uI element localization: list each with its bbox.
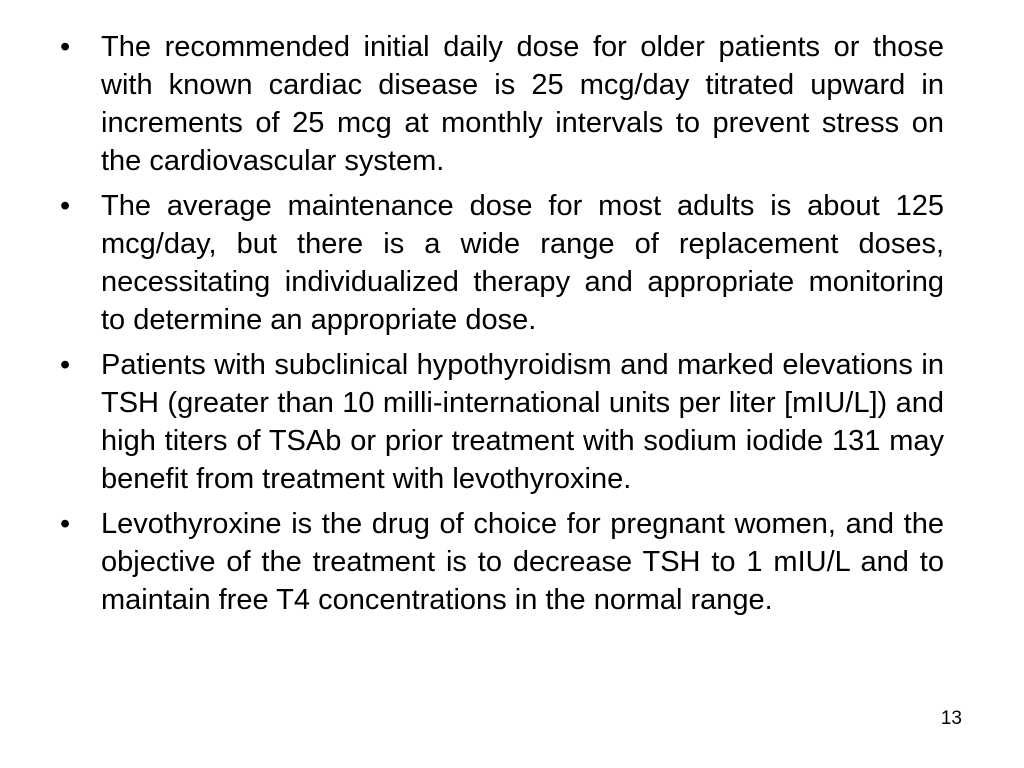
bullet-item-dose-older-patients (56, 28, 944, 180)
bullet-text: The average maintenance dose for most adults is about 125 mcg/day, but there is a wide range of replacement doses, necessitating individualized therapy and appropriate monitoring to determine an appropriate dose. (101, 190, 944, 336)
bullet-icon: • (60, 349, 71, 381)
bullet-icon: • (60, 508, 71, 540)
bullet-text: Levothyroxine is the drug of choice for pregnant women, and the objective of the treatment is to decrease TSH to 1 mIU/L and to maintain free T4 concentrations in the normal range. (101, 508, 944, 616)
bullet-item-maintenance-dose (56, 187, 944, 339)
bullet-icon: • (60, 31, 71, 63)
bullet-item-pregnant-women (56, 505, 944, 619)
bullet-list (56, 28, 944, 626)
bullet-text: Patients with subclinical hypothyroidism and marked elevations in TSH (greater than 10 milli-international units per liter [mIU/L]) and high titers of TSAb or prior treatment with sodium iodide 131 may benefit from treatment with levothyroxine. (101, 349, 944, 495)
bullet-text: The recommended initial daily dose for older patients or those with known cardiac disease is 25 mcg/day titrated upward in increments of 25 mcg at monthly intervals to prevent stress on the cardiovascular system. (101, 31, 944, 177)
bullet-icon: • (60, 190, 71, 222)
bullet-item-subclinical-hypothyroidism (56, 346, 944, 498)
page-number: 13 (940, 708, 962, 729)
